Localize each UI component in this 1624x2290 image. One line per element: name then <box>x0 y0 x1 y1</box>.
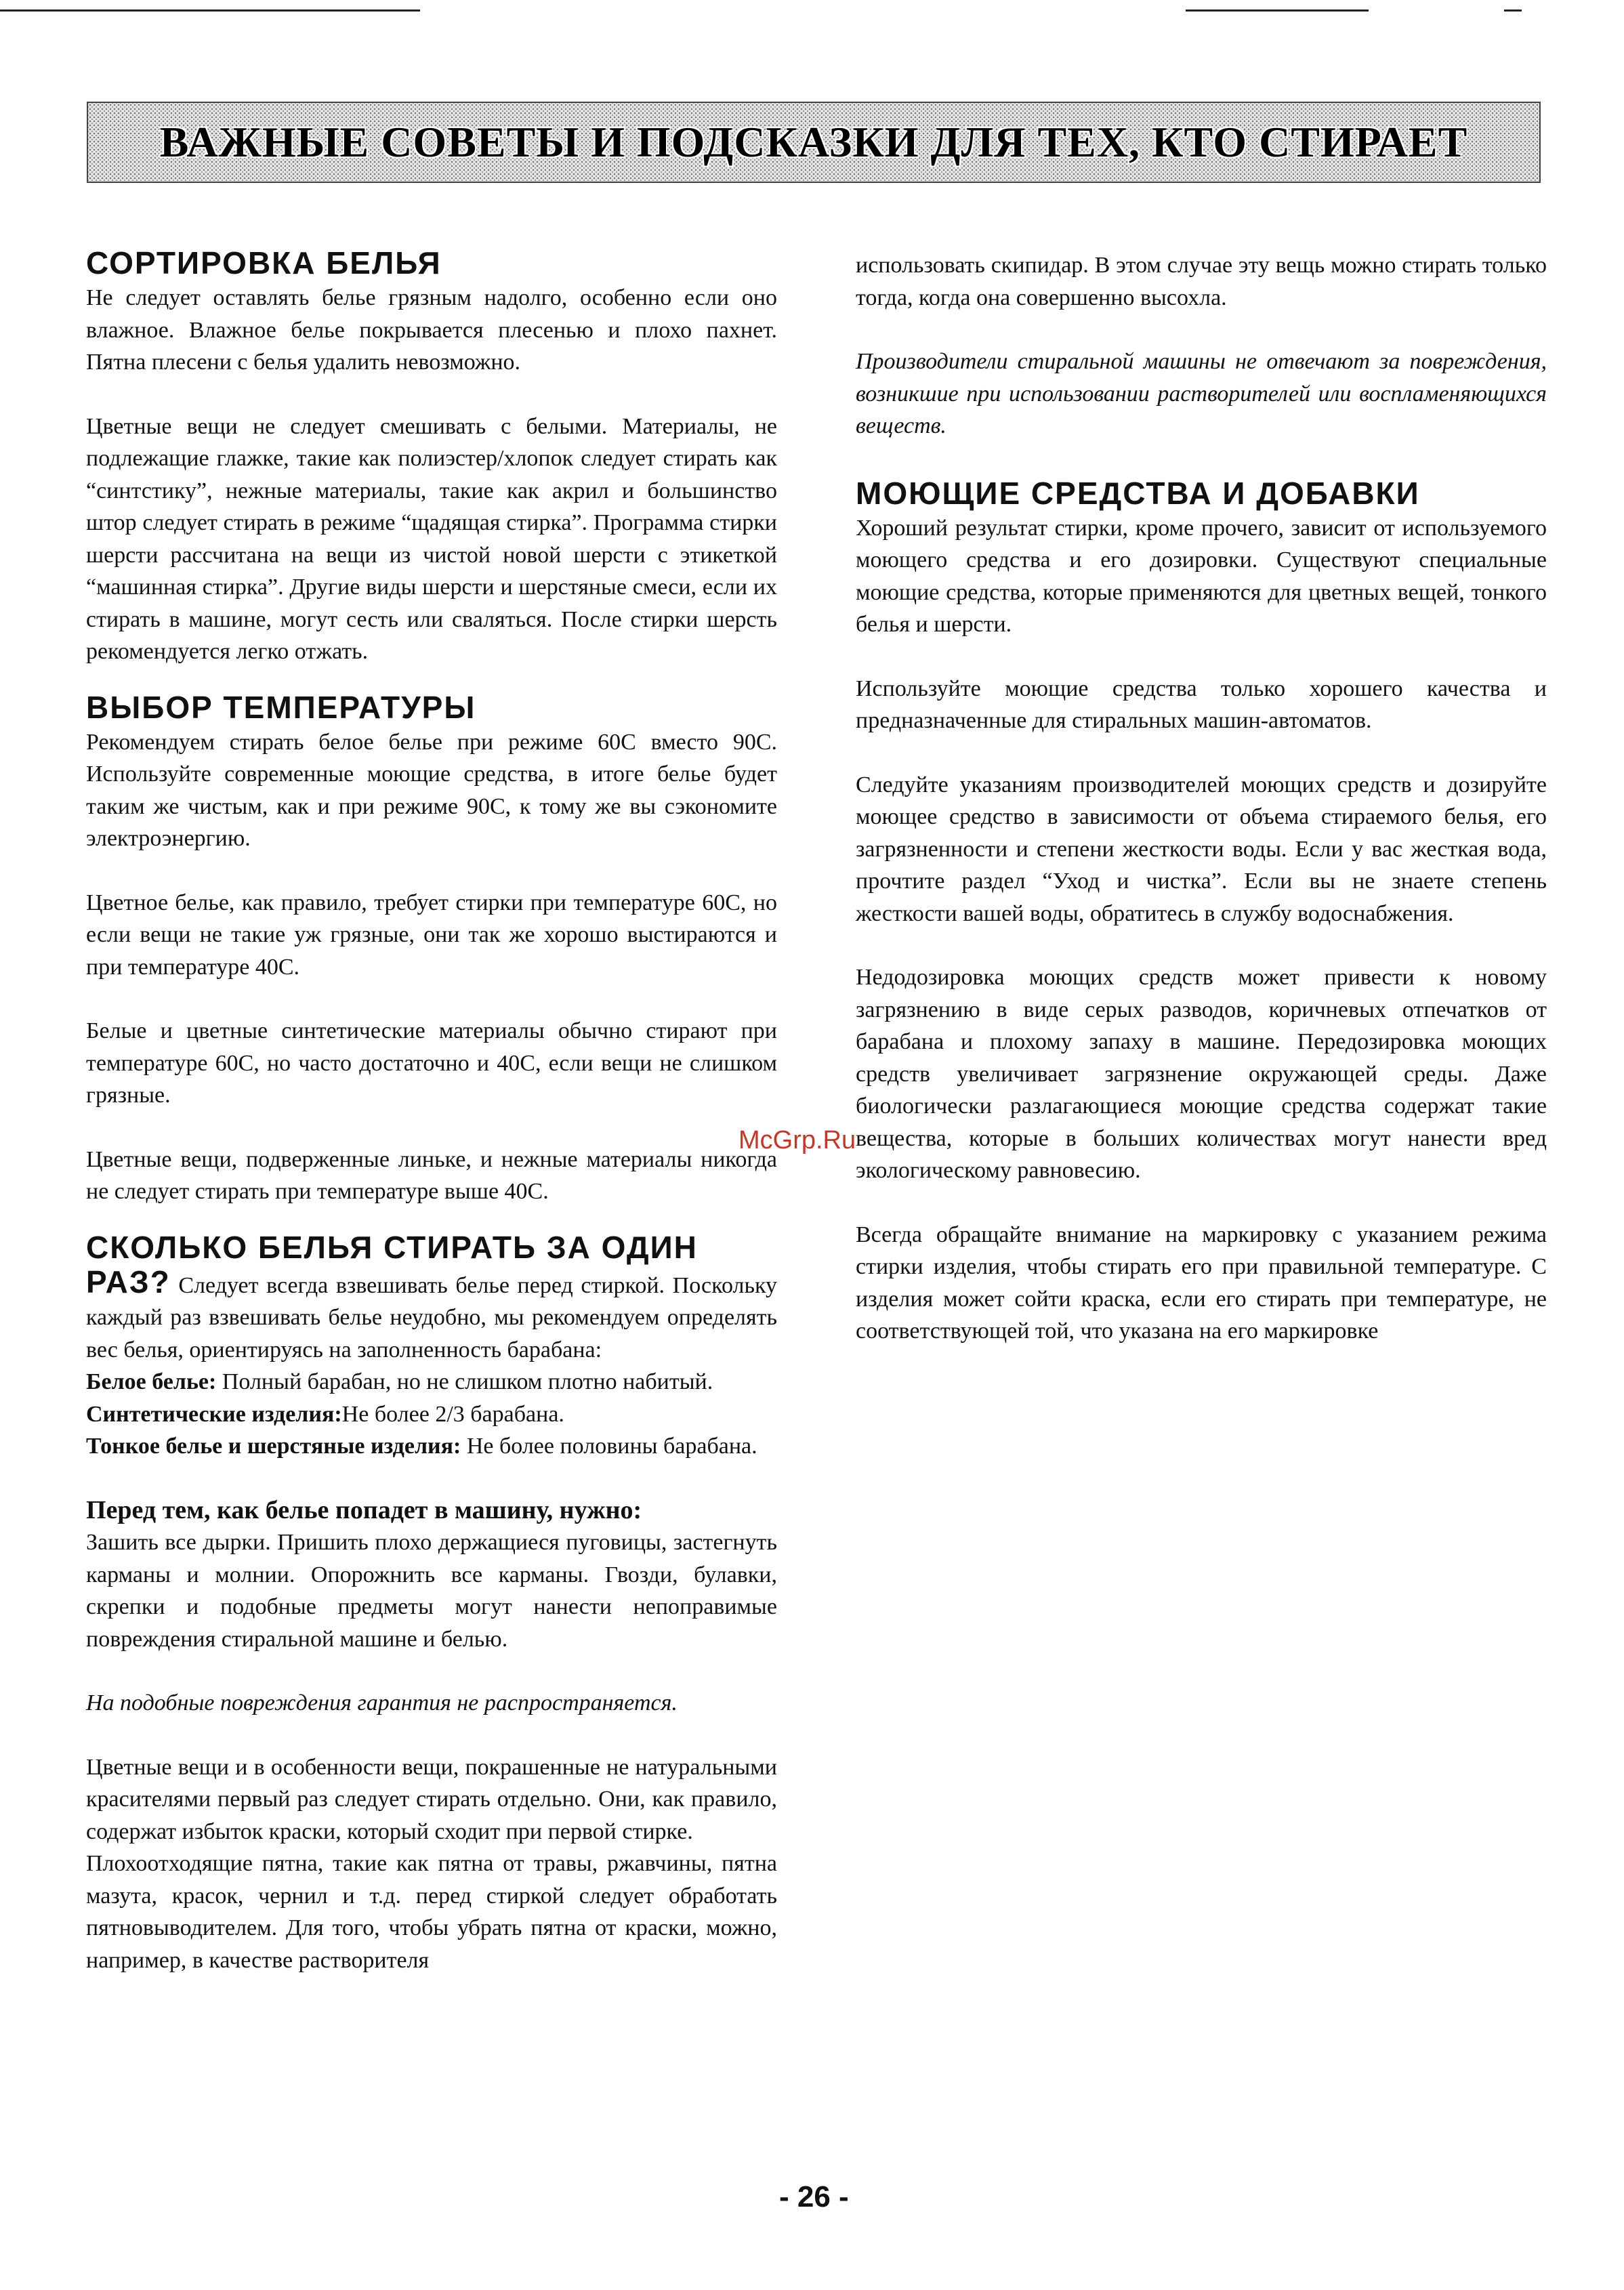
right-column <box>856 249 1547 1348</box>
page-title: ВАЖНЫЕ СОВЕТЫ И ПОДСКАЗКИ ДЛЯ ТЕХ, КТО СТИРАЕТ <box>159 118 1468 166</box>
paragraph-text: Следует всегда взвешивать белье перед стиркой. Поскольку каждый раз взвешивать белье неудобно, мы рекомендуем определять вес белья, ориентируясь на заполненность барабана: <box>86 1272 778 1362</box>
paragraph: Используйте моющие средства только хорошего качества и предназначенные для стиральных машин-автоматов. <box>856 675 1547 733</box>
paragraph: Цветные вещи и в особенности вещи, покрашенные не натуральными красителями первый раз следует стирать отдельно. Они, как правило, содержат избыток краски, который сходит при первой стирке. <box>86 1754 777 1844</box>
paragraph <box>86 1398 777 1431</box>
paragraph: Плохоотходящие пятна, такие как пятна от травы, ржавчины, пятна мазута, красок, чернил и т.д. перед стиркой следует обработать пятновыводителем. Для того, чтобы убрать пятна от краски, можно, например, в качестве растворителя <box>86 1851 777 1973</box>
paragraph: Цветные вещи, подверженные линьке, и нежные материалы никогда не следует стирать при температуре выше 40С. <box>86 1146 777 1204</box>
label-white: Белое белье: <box>86 1369 217 1394</box>
top-rule-dash <box>1504 9 1522 12</box>
heading-sorting: СОРТИРОВКА БЕЛЬЯ <box>86 245 442 280</box>
paragraph: Белые и цветные синтетические материалы обычно стирают при температуре 60С, но часто достаточно и 40С, если вещи не слишком грязные. <box>86 1018 777 1108</box>
page-number: - 26 - <box>779 2180 849 2213</box>
paragraph <box>86 1430 777 1463</box>
paragraph: Не следует оставлять белье грязным надолго, особенно если оно влажное. Влажное белье покрывается плесенью и плохо пахнет. Пятна плесени с белья удалить невозможно. <box>86 285 777 375</box>
heading-before-text: Перед тем, как белье попадет в машину, нужно: <box>86 1495 642 1524</box>
watermark: McGrp.Ru <box>738 1126 856 1154</box>
top-rule-right <box>1186 9 1369 12</box>
heading-load-cont: РАЗ? <box>86 1264 171 1299</box>
paragraph: Хороший результат стирки, кроме прочего, зависит от используемого моющего средства и его дозировки. Существуют специальные моющие средства, которые применяются для цветных вещей, тонкого белья и шерсти. <box>856 515 1547 637</box>
value-synth: Не более 2/3 барабана. <box>341 1401 564 1427</box>
label-fine: Тонкое белье и шерстяные изделия: <box>86 1434 461 1459</box>
paragraph: Зашить все дырки. Пришить плохо держащиеся пуговицы, застегнуть карманы и молнии. Опорожнить все карманы. Гвозди, булавки, скрепки и подобные предметы могут нанести непоправимые повреждения стиральной машине и белью. <box>86 1530 777 1652</box>
paragraph: Цветные вещи не следует смешивать с белыми. Материалы, не подлежащие глажке, такие как полиэстер/хлопок следует стирать как “синтстику”, нежные материалы, такие как акрил и большинство штор следует стирать в режиме “щадящая стирка”. Программа стирки шерсти рассчитана на вещи из чистой новой шерсти с этикеткой “машинная стирка”. Другие виды шерсти и шерстяные смеси, если их стирать в машине, могут сесть или сваляться. После стирки шерсть рекомендуется легко отжать. <box>86 413 777 664</box>
manufacturer-note: Производители стиральной машины не отвечают за повреждения, возникшие при использовании растворителей или воспламеняющихся веществ. <box>856 349 1547 438</box>
paragraph: Следуйте указаниям производителей моющих средств и дозируйте моющее средство в зависимости от объема стираемого белья, его загрязненности и степени жесткости воды. Если у вас жесткая вода, прочтите раздел “Уход и чистка”. Если вы не знаете степень жесткости вашей воды, обратитесь в службу водоснабжения. <box>856 772 1547 926</box>
paragraph: Всегда обращайте внимание на маркировку с указанием режима стирки изделия, чтобы стирать его при правильной температуре. С изделия может сойти краска, если его стирать при температуре, не соответствующей той, что указана на его маркировке <box>856 1222 1547 1344</box>
left-column <box>86 244 777 1976</box>
paragraph <box>86 1366 777 1398</box>
value-white: Полный барабан, но не слишком плотно набитый. <box>222 1369 713 1394</box>
value-fine: Не более половины барабана. <box>466 1434 757 1459</box>
label-synth: Синтетические изделия: <box>86 1401 342 1427</box>
heading-load: СКОЛЬКО БЕЛЬЯ СТИРАТЬ ЗА ОДИН <box>86 1229 698 1265</box>
paragraph <box>86 1266 777 1367</box>
heading-detergents: МОЮЩИЕ СРЕДСТВА И ДОБАВКИ <box>856 475 1420 511</box>
paragraph: использовать скипидар. В этом случае эту вещь можно стирать только тогда, когда она совершенно высохла. <box>856 253 1547 310</box>
heading-temperature: ВЫБОР ТЕМПЕРАТУРЫ <box>86 689 476 725</box>
paragraph: Недодозировка моющих средств может привести к новому загрязнению в виде серых разводов, коричневых отпечатков от барабана и плохому запаху в машине. Передозировка моющих средств увеличивает загрязнение окружающей среды. Даже биологически разлагающиеся моющие средства содержат такие вещества, которые в больших количествах могут нанести вред экологическому равновесию. <box>856 965 1547 1183</box>
top-rule-left <box>0 9 420 12</box>
heading-before <box>86 1495 777 1527</box>
title-banner <box>87 102 1541 183</box>
warranty-note: На подобные повреждения гарантия не распространяется. <box>86 1690 678 1715</box>
paragraph: Рекомендуем стирать белое белье при режиме 60С вместо 90С. Используйте современные моющие средства, в итоге белье будет таким же чистым, как и при режиме 90С, к тому же вы сэкономите электроэнергию. <box>86 729 777 851</box>
paragraph: Цветное белье, как правило, требует стирки при температуре 60С, но если вещи не такие уж грязные, они так же хорошо выстираются и при температуре 40С. <box>86 890 777 980</box>
